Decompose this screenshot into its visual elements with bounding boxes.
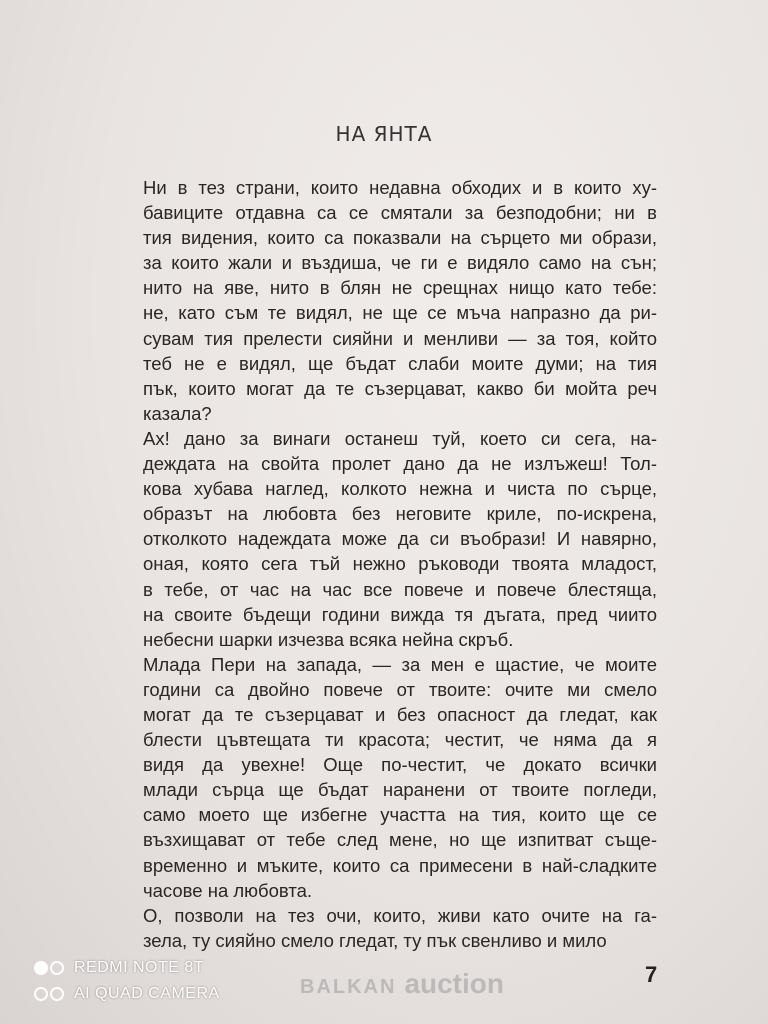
text-line: казала? bbox=[143, 402, 212, 424]
text-line: временно и мъките, които са примесени в най-сладките bbox=[143, 854, 657, 876]
page-number: 7 bbox=[645, 962, 658, 987]
text-line: оная, която сега тъй нежно ръководи твоята младост, bbox=[143, 553, 657, 575]
text-line: само моето ще избегне участта на тия, които ще се bbox=[143, 804, 657, 826]
text-line: пък, които могат да те съзерцават, какво би мойта реч bbox=[143, 377, 657, 399]
text-line: Млада Пери на запада, — за мен е щастие, че моите bbox=[143, 653, 657, 675]
camera-lens-icon bbox=[34, 987, 64, 1001]
text-line: възхищават от тебе след мене, но ще изпитват съще- bbox=[143, 829, 657, 851]
text-line: небесни шарки изчезва всяка нейна скръб. bbox=[143, 628, 514, 650]
text-line: на своите бъдещи години вижда тя дъгата, пред чиито bbox=[143, 603, 657, 625]
watermark-line2: auction bbox=[404, 968, 504, 999]
text-line: теб не е видял, ще бъдат слаби моите думи; на тия bbox=[143, 352, 657, 374]
text-line: тия видения, които са показвали на сърцето ми образи, bbox=[143, 227, 657, 249]
body-text bbox=[143, 175, 657, 953]
chapter-title: НА ЯНТА bbox=[335, 122, 433, 146]
text-line: часове на любовта. bbox=[143, 879, 313, 901]
camera-model: REDMI NOTE 8T bbox=[74, 959, 205, 976]
text-line: видя да увехне! Още по-честит, че докато всички bbox=[143, 754, 657, 776]
text-line: блести цъвтещата ти красота; честит, че няма да я bbox=[143, 729, 657, 751]
text-line: отколкото надеждата може да си въобрази! И навярно, bbox=[143, 528, 657, 550]
text-line: деждата на свойта пролет дано да не излъжеш! Тол- bbox=[143, 453, 657, 475]
text-line: млади сърца ще бъдат наранени от твоите погледи, bbox=[143, 779, 657, 801]
text-line: нито на яве, нито в блян не срещнах нищо като тебе: bbox=[143, 277, 657, 299]
camera-watermark bbox=[34, 955, 220, 1007]
text-line: сувам тия прелести сияйни и менливи — за тоя, който bbox=[143, 327, 657, 349]
text-line: в тебе, от час на час все повече и повече блестяща, bbox=[143, 578, 657, 600]
text-line: години са двойно повече от твоите: очите ми смело bbox=[143, 678, 657, 700]
text-line: Ни в тез страни, които недавна обходих и в които ху- bbox=[143, 177, 657, 198]
text-line: О, позволи на тез очи, които, живи като очите на га- bbox=[143, 904, 657, 926]
text-line: не, като съм те видял, не ще се мъча напразно да ри- bbox=[143, 302, 657, 324]
camera-dots-icon bbox=[34, 961, 64, 975]
text-line: кова хубава наглед, колкото нежна и чиста по сърце, bbox=[143, 478, 657, 500]
text-line: зела, ту сияйно смело гледат, ту пък свенливо и мило bbox=[143, 929, 607, 951]
text-line: за които жали и въздиша, че ги е видяло само на сън; bbox=[143, 252, 657, 274]
text-line: Ах! дано за винаги останеш туй, което си сега, на- bbox=[143, 427, 657, 449]
text-line: могат да те съзерцават и без опасност да гледат, как bbox=[143, 703, 657, 725]
watermark-logo bbox=[300, 968, 504, 1000]
text-line: образът на любовта без неговите криле, по-искрена, bbox=[143, 503, 657, 525]
text-line: бавиците отдавна са се смятали за безподобни; ни в bbox=[143, 202, 657, 224]
camera-label: AI QUAD CAMERA bbox=[74, 985, 220, 1002]
watermark-line1: BALKAN bbox=[300, 976, 397, 998]
